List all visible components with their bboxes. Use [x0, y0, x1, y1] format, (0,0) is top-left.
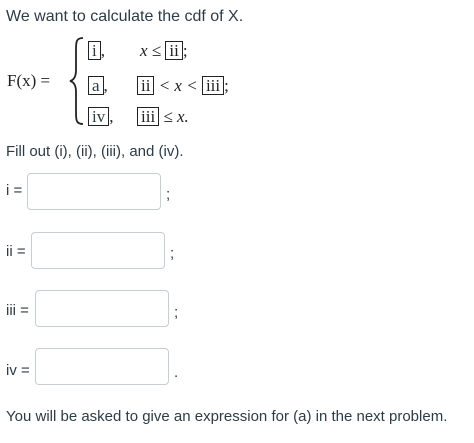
field-ii-label: ii = [6, 243, 26, 260]
box-iv: iv [88, 107, 109, 126]
row1-cond-end: ; [182, 41, 188, 60]
row3-sep: , [109, 107, 114, 126]
formula-row-3 [88, 107, 113, 127]
field-iv-label: iv = [6, 362, 30, 379]
field-i-label: i = [6, 182, 23, 199]
box-iii: iii [202, 76, 224, 95]
box-a: a [88, 76, 104, 95]
row1-sep: , [100, 41, 105, 60]
box-i: i [88, 41, 101, 60]
formula-lhs: F(x) = [7, 71, 51, 90]
field-ii-end: ; [170, 245, 175, 262]
footer-text: You will be asked to give an expression for (a) in the next problem. [6, 408, 448, 425]
instruction-text: Fill out (i), (ii), (iii), and (iv). [6, 143, 184, 160]
box-iii-2: iii [137, 107, 159, 126]
row1-condition [140, 41, 188, 61]
field-i-end: ; [166, 186, 171, 203]
formula-row-2 [88, 76, 108, 96]
field-ii-input[interactable] [31, 232, 165, 269]
row2-cond-mid: < x < [158, 76, 198, 95]
row2-condition [137, 76, 229, 96]
row2-sep: , [103, 76, 108, 95]
field-iii-end: ; [174, 304, 179, 321]
row2-cond-end: ; [224, 76, 229, 95]
row3-condition [137, 107, 189, 127]
formula-row-1 [88, 41, 105, 61]
intro-text: We want to calculate the cdf of X. [6, 8, 244, 25]
left-brace [68, 36, 86, 126]
field-iv-input[interactable] [35, 348, 169, 385]
field-i-input[interactable] [27, 173, 161, 210]
field-iii-input[interactable] [35, 290, 169, 327]
row1-cond-left: x ≤ [140, 41, 162, 60]
box-ii-2: ii [137, 76, 154, 95]
row3-cond-right: ≤ x. [163, 107, 189, 126]
box-ii: ii [165, 41, 182, 60]
field-iii-label: iii = [6, 302, 29, 319]
field-iv-end: . [174, 364, 179, 381]
